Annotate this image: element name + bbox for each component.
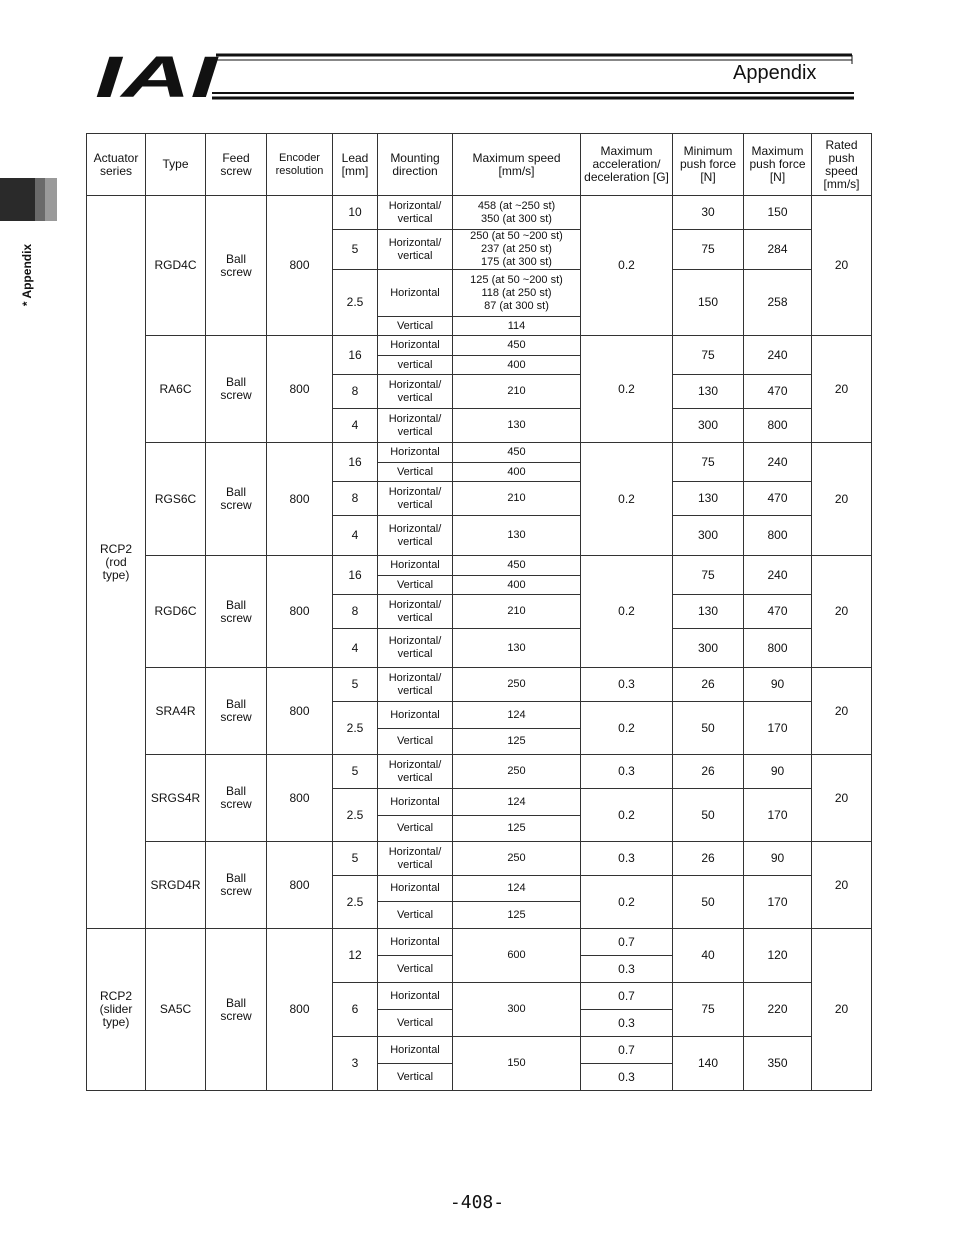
actuator-series-cell: RCP2 (rod type) [87,196,146,929]
min-push-force-cell: 150 [673,270,744,336]
mounting-cell: Vertical [378,1064,453,1091]
rated-push-speed-cell: 20 [812,842,872,929]
mounting-cell: Horizontal [378,789,453,816]
lead-cell: 2.5 [333,270,378,336]
lead-cell: 5 [333,230,378,270]
type-cell: RGD6C [146,556,206,668]
lead-cell: 5 [333,842,378,876]
max-speed-cell: 450 [453,443,581,463]
lead-cell: 2.5 [333,789,378,842]
mounting-cell: Vertical [378,576,453,595]
page-number: -408- [449,1192,505,1213]
max-speed-cell: 125 [453,816,581,842]
max-push-force-cell: 90 [744,842,812,876]
max-speed-cell: 400 [453,576,581,595]
acceleration-cell: 0.2 [581,336,673,443]
min-push-force-cell: 50 [673,876,744,929]
mounting-cell: Horizontal [378,556,453,576]
mounting-cell: Horizontal [378,1037,453,1064]
min-push-force-cell: 50 [673,702,744,755]
mounting-cell: Horizontal/ vertical [378,482,453,516]
table-header [87,134,872,196]
lead-cell: 5 [333,668,378,702]
max-push-force-cell: 470 [744,375,812,409]
encoder-cell: 800 [267,556,333,668]
max-speed-cell: 250 [453,668,581,702]
max-speed-cell: 130 [453,516,581,556]
max-push-force-cell: 150 [744,196,812,230]
max-push-force-cell: 120 [744,929,812,983]
feed-screw-cell: Ball screw [206,929,267,1091]
encoder-cell: 800 [267,443,333,556]
mounting-cell: Horizontal [378,702,453,729]
acceleration-cell: 0.2 [581,443,673,556]
min-push-force-cell: 130 [673,375,744,409]
lead-cell: 16 [333,443,378,482]
encoder-cell: 800 [267,929,333,1091]
encoder-cell: 800 [267,336,333,443]
actuator-spec-table [86,133,872,1091]
max-push-force-cell: 800 [744,629,812,668]
lead-cell: 5 [333,755,378,789]
mounting-cell: Horizontal/ vertical [378,668,453,702]
max-push-force-cell: 170 [744,876,812,929]
rated-push-speed-cell: 20 [812,929,872,1091]
min-push-force-cell: 300 [673,516,744,556]
encoder-cell: 800 [267,196,333,336]
column-header: Feed screw [206,134,267,196]
max-speed-cell: 250 (at 50 ~200 st) 237 (at 250 st) 175 (at 300 st) [453,230,581,270]
lead-cell: 6 [333,983,378,1037]
min-push-force-cell: 75 [673,230,744,270]
acceleration-cell: 0.2 [581,876,673,929]
max-push-force-cell: 470 [744,482,812,516]
mounting-cell: Vertical [378,902,453,929]
lead-cell: 2.5 [333,702,378,755]
mounting-cell: Horizontal/ vertical [378,755,453,789]
column-header: Type [146,134,206,196]
table-row [87,196,872,230]
acceleration-cell: 0.2 [581,789,673,842]
max-push-force-cell: 90 [744,668,812,702]
max-speed-cell: 250 [453,755,581,789]
type-cell: RGD4C [146,196,206,336]
type-cell: SRGS4R [146,755,206,842]
type-cell: SRGD4R [146,842,206,929]
rated-push-speed-cell: 20 [812,336,872,443]
lead-cell: 10 [333,196,378,230]
lead-cell: 16 [333,556,378,595]
lead-cell: 16 [333,336,378,375]
max-speed-cell: 124 [453,702,581,729]
min-push-force-cell: 50 [673,789,744,842]
max-speed-cell: 400 [453,463,581,482]
max-speed-cell: 250 [453,842,581,876]
feed-screw-cell: Ball screw [206,443,267,556]
max-push-force-cell: 170 [744,702,812,755]
iai-logo [95,52,225,100]
acceleration-cell: 0.3 [581,842,673,876]
max-push-force-cell: 470 [744,595,812,629]
type-cell: SRA4R [146,668,206,755]
mounting-cell: Horizontal/ vertical [378,230,453,270]
max-speed-cell: 125 (at 50 ~200 st) 118 (at 250 st) 87 (at 300 st) [453,270,581,317]
max-speed-cell: 124 [453,876,581,902]
max-speed-cell: 400 [453,356,581,375]
acceleration-cell: 0.3 [581,1010,673,1037]
column-header: Rated push speed [mm/s] [812,134,872,196]
encoder-cell: 800 [267,668,333,755]
acceleration-cell: 0.2 [581,702,673,755]
max-speed-cell: 458 (at ~250 st) 350 (at 300 st) [453,196,581,230]
mounting-cell: Vertical [378,463,453,482]
min-push-force-cell: 26 [673,668,744,702]
max-speed-cell: 210 [453,595,581,629]
acceleration-cell: 0.2 [581,196,673,336]
acceleration-cell: 0.3 [581,956,673,983]
max-push-force-cell: 258 [744,270,812,336]
rated-push-speed-cell: 20 [812,556,872,668]
mounting-cell: Horizontal/ vertical [378,375,453,409]
min-push-force-cell: 75 [673,556,744,595]
feed-screw-cell: Ball screw [206,842,267,929]
acceleration-cell: 0.3 [581,668,673,702]
max-speed-cell: 210 [453,482,581,516]
min-push-force-cell: 26 [673,842,744,876]
max-speed-cell: 125 [453,729,581,755]
mounting-cell: Vertical [378,956,453,983]
table-row [87,842,872,876]
acceleration-cell: 0.3 [581,1064,673,1091]
mounting-cell: Horizontal [378,336,453,356]
min-push-force-cell: 30 [673,196,744,230]
lead-cell: 8 [333,482,378,516]
max-speed-cell: 210 [453,375,581,409]
min-push-force-cell: 300 [673,409,744,443]
max-push-force-cell: 90 [744,755,812,789]
feed-screw-cell: Ball screw [206,755,267,842]
mounting-cell: Horizontal/ vertical [378,629,453,668]
header-row [87,134,872,196]
table-body [87,196,872,1091]
max-push-force-cell: 240 [744,443,812,482]
max-speed-cell: 125 [453,902,581,929]
column-header: Mounting direction [378,134,453,196]
type-cell: RA6C [146,336,206,443]
mounting-cell: Horizontal [378,270,453,317]
lead-cell: 2.5 [333,876,378,929]
mounting-cell: Horizontal [378,983,453,1010]
encoder-cell: 800 [267,842,333,929]
type-cell: RGS6C [146,443,206,556]
mounting-cell: Horizontal/ vertical [378,595,453,629]
max-speed-cell: 150 [453,1037,581,1091]
mounting-cell: vertical [378,356,453,375]
min-push-force-cell: 75 [673,443,744,482]
mounting-cell: Horizontal/ vertical [378,842,453,876]
max-speed-cell: 450 [453,336,581,356]
max-push-force-cell: 284 [744,230,812,270]
mounting-cell: Horizontal/ vertical [378,516,453,556]
acceleration-cell: 0.2 [581,556,673,668]
feed-screw-cell: Ball screw [206,196,267,336]
encoder-cell: 800 [267,755,333,842]
max-push-force-cell: 170 [744,789,812,842]
lead-cell: 4 [333,516,378,556]
max-push-force-cell: 240 [744,336,812,375]
actuator-series-cell: RCP2 (slider type) [87,929,146,1091]
mounting-cell: Horizontal/ vertical [378,409,453,443]
lead-cell: 3 [333,1037,378,1091]
min-push-force-cell: 130 [673,595,744,629]
rated-push-speed-cell: 20 [812,668,872,755]
table-row [87,929,872,956]
max-speed-cell: 130 [453,629,581,668]
min-push-force-cell: 130 [673,482,744,516]
lead-cell: 8 [333,375,378,409]
column-header: Actuator series [87,134,146,196]
max-speed-cell: 130 [453,409,581,443]
lead-cell: 12 [333,929,378,983]
max-speed-cell: 124 [453,789,581,816]
max-speed-cell: 600 [453,929,581,983]
column-header: Maximum push force [N] [744,134,812,196]
acceleration-cell: 0.7 [581,929,673,956]
lead-cell: 4 [333,409,378,443]
type-cell: SA5C [146,929,206,1091]
min-push-force-cell: 140 [673,1037,744,1091]
mounting-cell: Horizontal [378,929,453,956]
min-push-force-cell: 75 [673,336,744,375]
rated-push-speed-cell: 20 [812,443,872,556]
column-header: Maximum acceleration/ deceleration [G] [581,134,673,196]
svg-text:IAI: IAI [95,52,221,100]
mounting-cell: Horizontal/ vertical [378,196,453,230]
lead-cell: 8 [333,595,378,629]
table-row [87,556,872,576]
acceleration-cell: 0.7 [581,983,673,1010]
min-push-force-cell: 40 [673,929,744,983]
header-title: Appendix [733,62,817,84]
column-header: Maximum speed [mm/s] [453,134,581,196]
max-speed-cell: 450 [453,556,581,576]
table-row [87,668,872,702]
min-push-force-cell: 75 [673,983,744,1037]
mounting-cell: Vertical [378,729,453,755]
max-push-force-cell: 220 [744,983,812,1037]
mounting-cell: Vertical [378,1010,453,1037]
lead-cell: 4 [333,629,378,668]
feed-screw-cell: Ball screw [206,668,267,755]
column-header: Encoder resolution [267,134,333,196]
table-row [87,443,872,463]
mounting-cell: Horizontal [378,876,453,902]
max-speed-cell: 300 [453,983,581,1037]
max-push-force-cell: 800 [744,409,812,443]
feed-screw-cell: Ball screw [206,556,267,668]
mounting-cell: Horizontal [378,443,453,463]
chapter-tab [0,178,57,221]
mounting-cell: Vertical [378,317,453,336]
column-header: Lead [mm] [333,134,378,196]
rated-push-speed-cell: 20 [812,196,872,336]
max-push-force-cell: 800 [744,516,812,556]
min-push-force-cell: 26 [673,755,744,789]
acceleration-cell: 0.7 [581,1037,673,1064]
acceleration-cell: 0.3 [581,755,673,789]
max-speed-cell: 114 [453,317,581,336]
column-header: Minimum push force [N] [673,134,744,196]
rated-push-speed-cell: 20 [812,755,872,842]
min-push-force-cell: 300 [673,629,744,668]
table-row [87,755,872,789]
max-push-force-cell: 240 [744,556,812,595]
table-row [87,336,872,356]
side-label: * Appendix [20,243,34,307]
mounting-cell: Vertical [378,816,453,842]
max-push-force-cell: 350 [744,1037,812,1091]
feed-screw-cell: Ball screw [206,336,267,443]
